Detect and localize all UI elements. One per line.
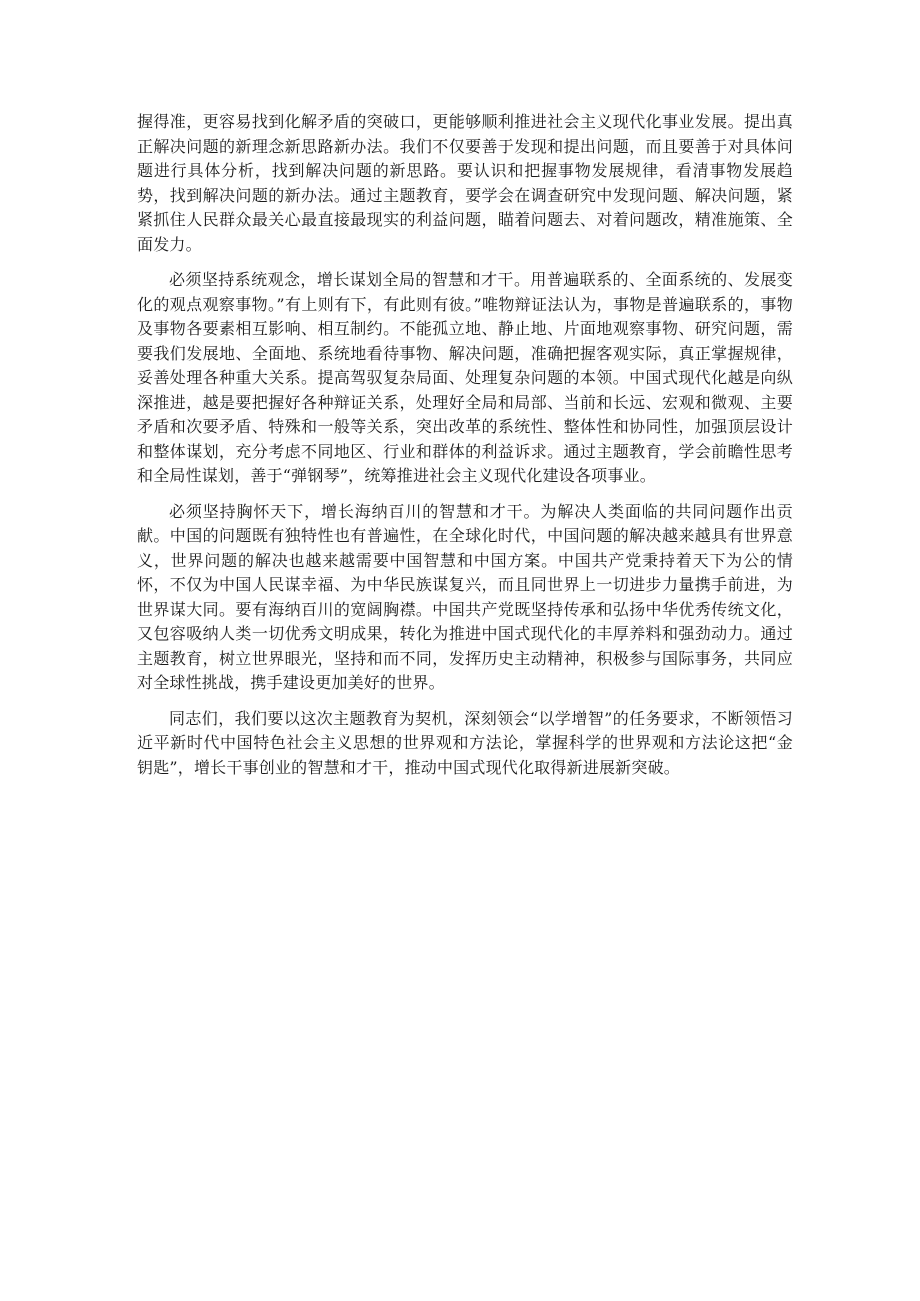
paragraph-conclusion: 同志们，我们要以这次主题教育为契机，深刻领会“以学增智”的任务要求，不断领悟习近平新时代中国特色社会主义思想的世界观和方法论，掌握科学的世界观和方法论这把“金钥匙”，增长干事创业的智慧和才干，推动中国式现代化取得新进展新突破。 xyxy=(137,708,793,777)
paragraph-global-view: 必须坚持胸怀天下，增长海纳百川的智慧和才干。为解决人类面临的共同问题作出贡献。中国的问题既有独特性也有普遍性，在全球化时代，中国问题的解决越来越具有世界意义，世界问题的解决也越来越需要中国智慧和中国方案。中国共产党秉持着天下为公的情怀，不仅为中国人民谋幸福、为中华民族谋复兴，而且同世界上一切进步力量携手前进，为世界谋大同。要有海纳百川的宽阔胸襟。中国共产党既坚持传承和弘扬中华优秀传统文化，又包容吸纳人类一切优秀文明成果，转化为推进中国式现代化的丰厚养料和强劲动力。通过主题教育，树立世界眼光，坚持和而不同，发挥历史主动精神，积极参与国际事务，共同应对全球性挑战，携手建设更加美好的世界。 xyxy=(137,501,793,692)
document-body xyxy=(137,110,793,791)
paragraph-systems-view: 必须坚持系统观念，增长谋划全局的智慧和才干。用普遍联系的、全面系统的、发展变化的观点观察事物。”有上则有下，有此则有彼。”唯物辩证法认为，事物是普遍联系的，事物及事物各要素相互影响、相互制约。不能孤立地、静止地、片面地观察事物、研究问题，需要我们发展地、全面地、系统地看待事物、解决问题，准确把握客观实际，真正掌握规律，妥善处理各种重大关系。提高驾驭复杂局面、处理复杂问题的本领。中国式现代化越是向纵深推进，越是要把握好各种辩证关系，处理好全局和局部、当前和长远、宏观和微观、主要矛盾和次要矛盾、特殊和一般等关系，突出改革的系统性、整体性和协同性，加强顶层设计和整体谋划，充分考虑不同地区、行业和群体的利益诉求。通过主题教育，学会前瞻性思考和全局性谋划，善于“弹钢琴”，统筹推进社会主义现代化建设各项事业。 xyxy=(137,270,793,485)
paragraph-continuation: 握得准，更容易找到化解矛盾的突破口，更能够顺利推进社会主义现代化事业发展。提出真正解决问题的新理念新思路新办法。我们不仅要善于发现和提出问题，而且要善于对具体问题进行具体分析，找到解决问题的新思路。要认识和把握事物发展规律，看清事物发展趋势，找到解决问题的新办法。通过主题教育，要学会在调查研究中发现问题、解决问题，紧紧抓住人民群众最关心最直接最现实的利益问题，瞄着问题去、对着问题改，精准施策、全面发力。 xyxy=(137,112,793,254)
